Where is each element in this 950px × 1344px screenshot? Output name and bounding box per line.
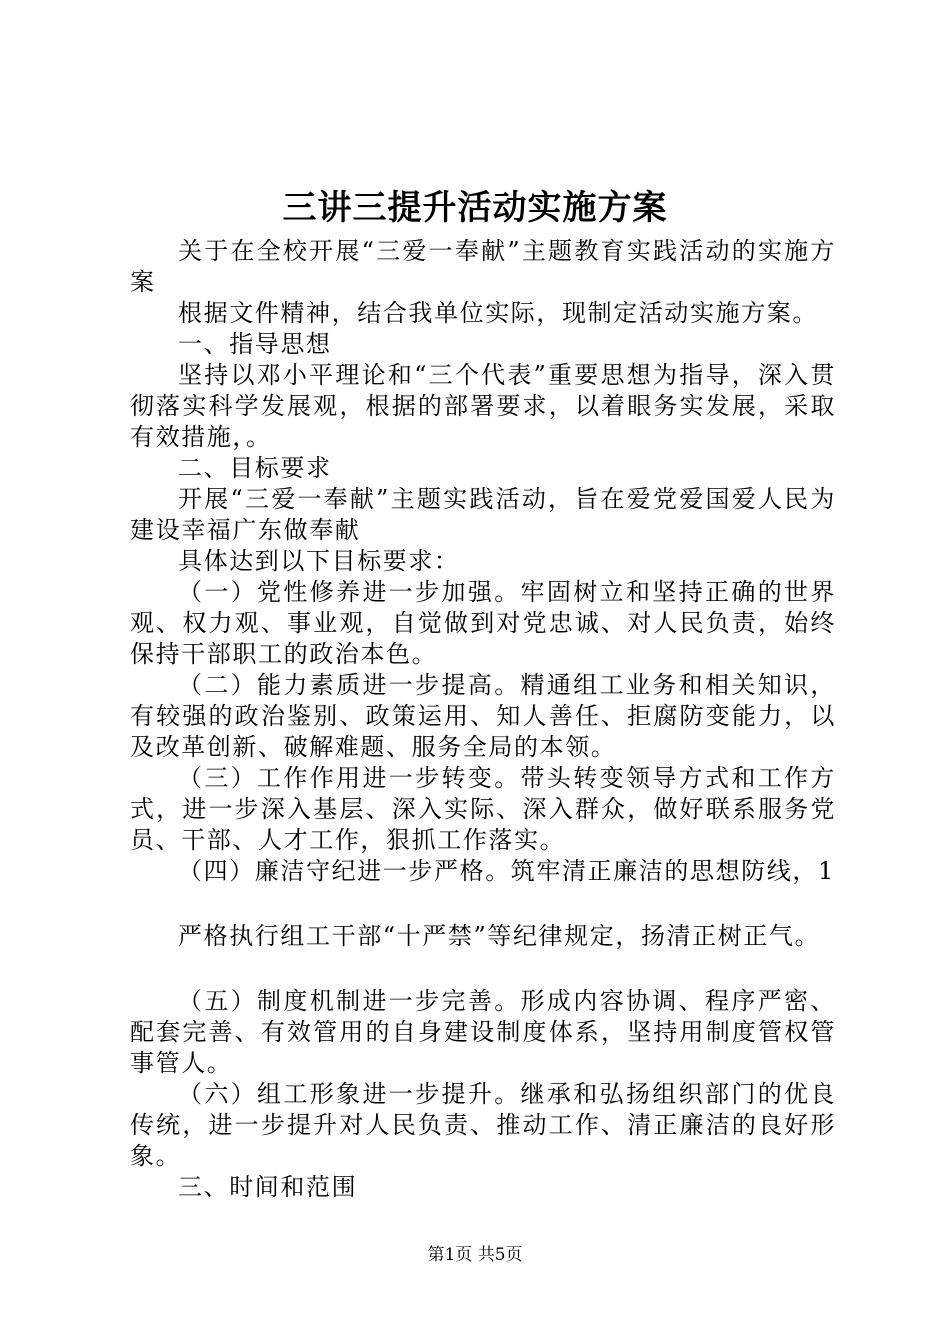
goal-item-4-continued: 严格执行组工干部“十严禁”等纪律规定，扬清正树正气。	[178, 922, 821, 950]
section-heading-time-scope: 三、时间和范围	[178, 1173, 358, 1201]
goal-item-5: （五）制度机制进一步完善。形成内容协调、程序严密、配套完善、有效管用的自身建设制度体系，坚持用制度管权管事管人。	[130, 987, 836, 1077]
goal-item-2: （二）能力素质进一步提高。精通组工业务和相关知识，有较强的政治鉴别、政策运用、知人善任、拒腐防变能力，以及改革创新、破解难题、服务全局的本领。	[130, 671, 836, 761]
paragraph-guiding: 坚持以邓小平理论和“三个代表”重要思想为指导，深入贯彻落实科学发展观，根据的部署要求，以着眼务实发展，采取有效措施，。	[130, 361, 836, 451]
goal-item-1: （一）党性修养进一步加强。牢固树立和坚持正确的世界观、权力观、事业观，自觉做到对党忠诚、对人民负责，始终保持干部职工的政治本色。	[130, 578, 836, 668]
page-footer: 第1页 共5页	[427, 1245, 523, 1265]
section-heading-goals: 二、目标要求	[178, 454, 332, 482]
goal-item-4: （四）廉洁守纪进一步严格。筑牢清正廉洁的思想防线，1	[178, 857, 835, 885]
paragraph-basis: 根据文件精神，结合我单位实际，现制定活动实施方案。	[178, 299, 818, 327]
paragraph-intro: 关于在全校开展“三爱一奉献”主题教育实践活动的实施方案	[130, 237, 836, 296]
paragraph-goals: 开展“三爱一奉献”主题实践活动，旨在爱党爱国爱人民为建设幸福广东做奉献	[130, 485, 836, 544]
document-body	[130, 236, 836, 1203]
section-heading-guiding: 一、指导思想	[178, 330, 332, 358]
goal-item-3: （三）工作作用进一步转变。带头转变领导方式和工作方式，进一步深入基层、深入实际、深入群众，做好联系服务党员、干部、人才工作，狠抓工作落实。	[130, 764, 836, 854]
paragraph-goals-intro: 具体达到以下目标要求：	[178, 547, 460, 575]
document-title: 三讲三提升活动实施方案	[282, 188, 668, 228]
goal-item-6: （六）组工形象进一步提升。继承和弘扬组织部门的优良传统，进一步提升对人民负责、推动工作、清正廉洁的良好形象。	[130, 1080, 836, 1170]
